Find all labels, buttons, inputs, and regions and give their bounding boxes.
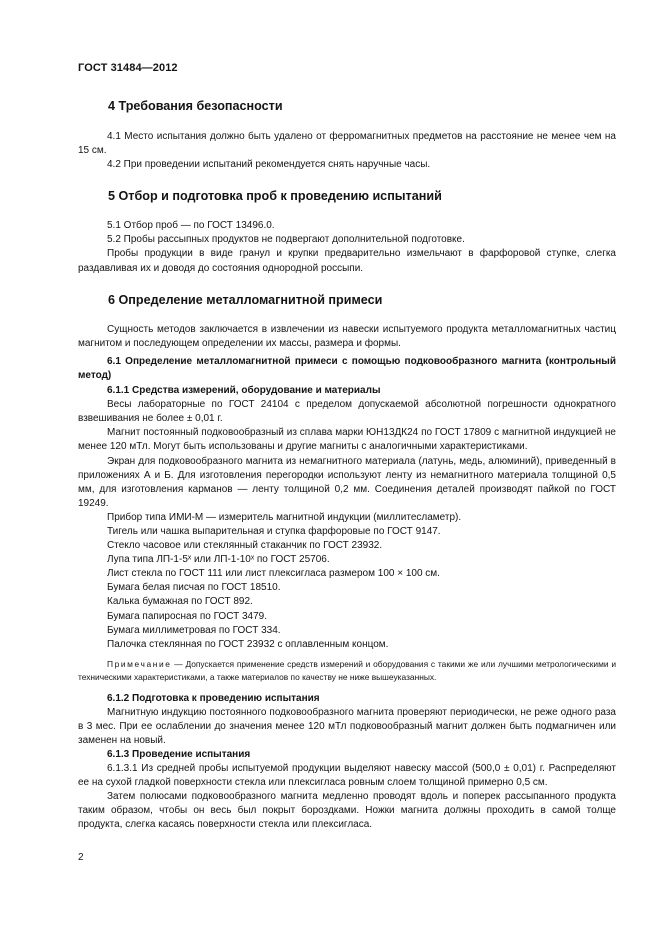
document-code: ГОСТ 31484—2012: [78, 62, 178, 74]
equipment-item: Бумага папиросная по ГОСТ 3479.: [107, 610, 267, 622]
equipment-item: Тигель или чашка выпарительная и ступка фарфоровые по ГОСТ 9147.: [107, 525, 441, 537]
equipment-item: Экран для подковообразного магнита из немагнитного материала (латунь, медь, алюминий), приведенный в приложениях А и Б. Для изготовления перегородки используют ленту из немагнитного материала толщиной 0,5 мм, для изготовления карманов — ленту толщиной 0,2 мм. Соединения деталей производят пайкой по ГОСТ 19249.: [78, 455, 616, 509]
equipment-item: Палочка стеклянная по ГОСТ 23932 с оплавленным концом.: [107, 638, 389, 650]
note: [78, 658, 616, 685]
subsection-6-1-3-title: 6.1.3 Проведение испытания: [107, 749, 251, 760]
note-label: Примечание: [107, 658, 172, 669]
equipment-item: Магнит постоянный подковообразный из сплава марки ЮН13ДК24 по ГОСТ 17809 с магнитной индукцией не менее 120 мТл. Могут быть использованы и другие магниты с аналогичными характеристиками.: [78, 427, 616, 453]
equipment-item: Весы лабораторные по ГОСТ 24104 с пределом допускаемой абсолютной погрешности однократного взвешивания не более ± 0,01 г.: [78, 399, 616, 425]
document-page: [78, 62, 616, 833]
paragraph-6-1-2: Магнитную индукцию постоянного подковообразного магнита проверяют периодически, не реже одного раза в 3 мес. При ее ослаблении до значения менее 120 мТл подковообразный магнит должен быть подмагничен или заменен на новый.: [78, 706, 616, 746]
section-5-title: 5 Отбор и подготовка проб к проведению испытаний: [108, 189, 442, 204]
subsection-6-1-title: 6.1 Определение металломагнитной примеси с помощью подковообразного магнита (контрольный метод): [78, 355, 616, 381]
equipment-item: Калька бумажная по ГОСТ 892.: [107, 596, 253, 608]
equipment-item: Бумага миллиметровая по ГОСТ 334.: [107, 624, 281, 636]
paragraph-4-1: 4.1 Место испытания должно быть удалено от ферромагнитных предметов на расстояние не менее чем на 15 см.: [78, 131, 616, 157]
section-4-title: 4 Требования безопасности: [108, 99, 283, 113]
equipment-item: Лупа типа ЛП-1-5ˣ или ЛП-1-10ˣ по ГОСТ 25706.: [107, 554, 330, 566]
page-number: 2: [78, 852, 84, 863]
note-text: — Допускается применение средств измерений и оборудования с такими же или лучшими метрологическими и техническими характеристиками, а также материалов по качеству не ниже вышеуказанных.: [78, 658, 616, 683]
equipment-item: Бумага белая писчая по ГОСТ 18510.: [107, 582, 281, 594]
paragraph-5-3: Пробы продукции в виде гранул и крупки предварительно измельчают в фарфоровой ступке, слегка раздавливая их и доводя до состояния однородной россыпи.: [78, 248, 616, 274]
subsection-6-1-2-title: 6.1.2 Подготовка к проведению испытания: [107, 692, 320, 704]
paragraph-4-2: 4.2 При проведении испытаний рекомендуется снять наручные часы.: [107, 159, 431, 171]
section-6-title: 6 Определение металломагнитной примеси: [108, 292, 383, 307]
paragraph-6-1-3-1: 6.1.3.1 Из средней пробы испытуемой продукции выделяют навеску массой (500,0 ± 0,01) г. Распределяют ее на сухой гладкой поверхности стекла или плексигласа ровным слоем толщиной примерно 0,5 см.: [78, 763, 616, 789]
equipment-item: Стекло часовое или стеклянный стаканчик по ГОСТ 23932.: [107, 540, 383, 552]
paragraph-5-2: 5.2 Пробы рассыпных продуктов не подвергают дополнительной подготовке.: [107, 234, 465, 246]
equipment-item: Лист стекла по ГОСТ 111 или лист плексигласа размером 100 × 100 см.: [107, 568, 440, 580]
paragraph-6-intro: Сущность методов заключается в извлечении из навески испытуемого продукта металломагнитных частиц магнитом и последующем определении их массы, размера и формы.: [78, 323, 616, 349]
paragraph-6-1-3-2: Затем полюсами подковообразного магнита медленно проводят вдоль и поперек рассыпанного продукта таким образом, чтобы он весь был покрыт бороздками. Ножки магнита должны проходить в самой толще продукта, слегка касаясь поверхности стекла или плексигласа.: [78, 791, 616, 831]
paragraph-5-1: 5.1 Отбор проб — по ГОСТ 13496.0.: [107, 220, 275, 232]
equipment-item: Прибор типа ИМИ-М — измеритель магнитной индукции (миллитесламетр).: [107, 511, 462, 523]
subsection-6-1-1-title: 6.1.1 Средства измерений, оборудование и материалы: [107, 385, 381, 397]
